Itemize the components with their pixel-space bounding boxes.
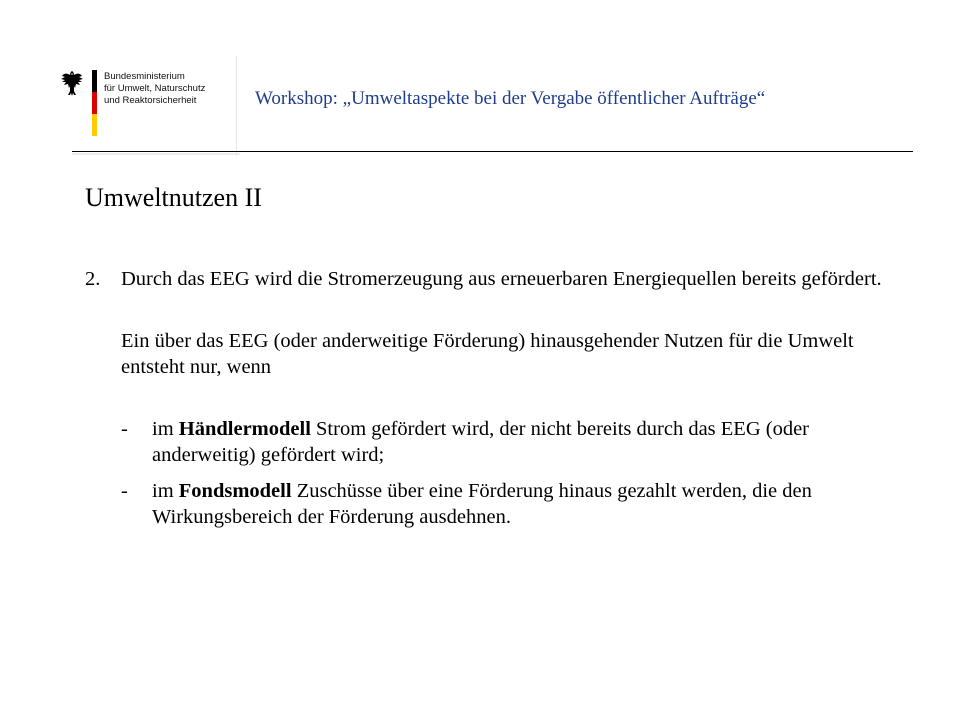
ministry-logo [60, 64, 240, 136]
list-item [121, 416, 915, 468]
bullet-list [121, 416, 915, 530]
header-shadow [72, 153, 240, 155]
flag-stripe-red [92, 92, 97, 114]
workshop-title: Workshop: „Umweltaspekte bei der Vergabe öffentlicher Aufträge“ [255, 88, 766, 109]
ministry-line: für Umwelt, Naturschutz [104, 83, 206, 94]
flag-stripe-gold [92, 114, 97, 136]
federal-eagle-icon [60, 68, 86, 102]
ministry-name [104, 71, 205, 107]
item-number: 2. [85, 268, 101, 290]
bullet-prefix: im [152, 480, 179, 502]
header-divider-vertical [236, 56, 237, 156]
flag-stripe [92, 70, 97, 136]
slide-content [85, 266, 915, 540]
slide-title: Umweltnutzen II [85, 183, 262, 212]
flag-stripe-black [92, 70, 97, 92]
ministry-line: Bundesministerium [104, 71, 185, 82]
bullet-prefix: im [152, 418, 179, 440]
header-rule [72, 151, 913, 152]
bullet-bold-term: Fondsmodell [178, 480, 292, 502]
item-paragraph: Ein über das EEG (oder anderweitige Förderung) hinausgehender Nutzen für die Umwelt entsteht nur, wenn [121, 330, 854, 378]
list-item [121, 478, 915, 530]
item-text: Durch das EEG wird die Stromerzeugung aus erneuerbaren Energiequellen bereits gefördert. [121, 268, 882, 290]
bullet-rest: Strom gefördert wird, der nicht bereits durch das EEG (oder anderweitig) gefördert wird; [152, 418, 809, 466]
bullet-bold-term: Händlermodell [178, 418, 311, 440]
bullet-rest: Zuschüsse über eine Förderung hinaus gezahlt werden, die den Wirkungsbereich der Förderung ausdehnen. [152, 480, 812, 528]
numbered-item [85, 266, 915, 530]
bullet-marker: - [121, 480, 128, 502]
ministry-line: und Reaktorsicherheit [104, 95, 197, 106]
bullet-marker: - [121, 418, 128, 440]
